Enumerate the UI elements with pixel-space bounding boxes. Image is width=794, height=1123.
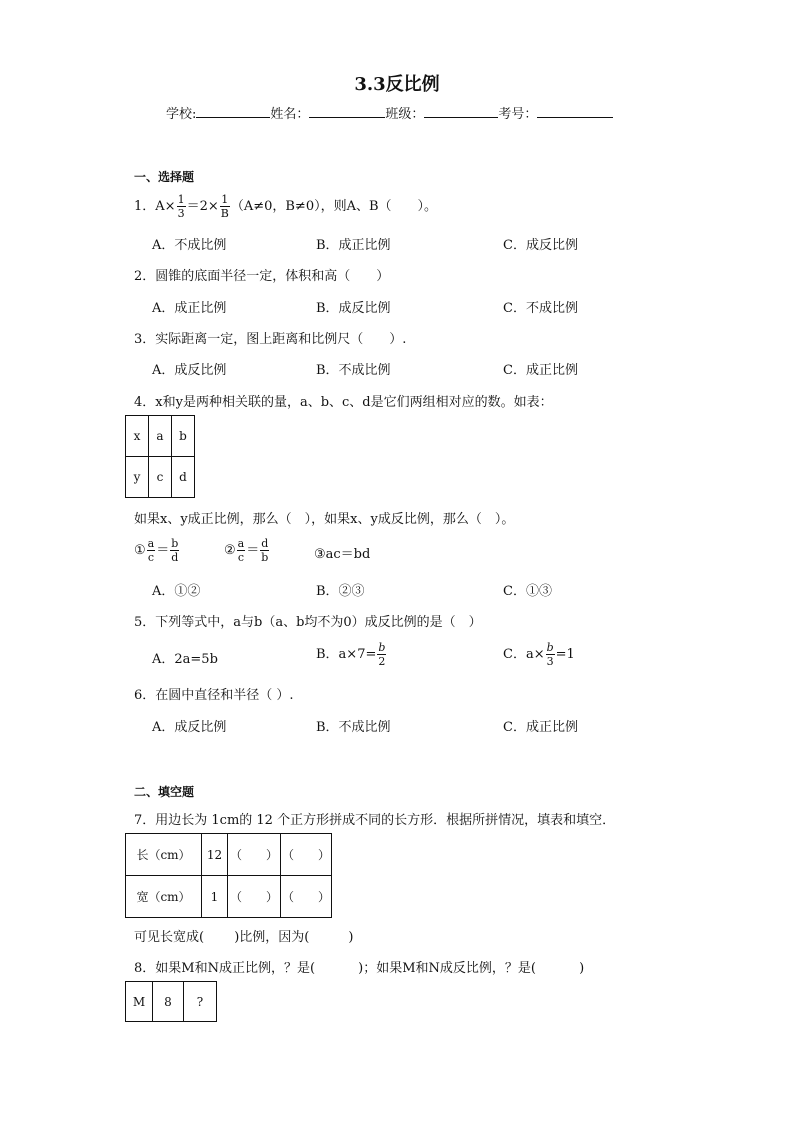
q5-c-fraction: $\frac{b}{3}$ [546, 641, 554, 668]
q8-table [125, 981, 217, 1022]
q4-option-3: ③ac＝bd [314, 547, 371, 562]
school-label: 学校: [166, 107, 197, 122]
number-blank[interactable] [537, 105, 613, 118]
q4-option-1 [134, 536, 180, 566]
q3-option-b[interactable]: B．不成比例 [316, 363, 391, 378]
table-cell-blank[interactable]: （ ） [228, 834, 281, 876]
q4-o1-fraction-1: $\frac{a}{c}$ [147, 537, 155, 564]
section-choice-heading: 一、选择题 [134, 170, 195, 184]
q6-option-b[interactable]: B．不成比例 [316, 720, 391, 735]
q1-fraction-1: $\frac{1}{3}$ [177, 193, 185, 220]
table-cell: 8 [153, 982, 184, 1022]
name-label: 姓名： [270, 107, 310, 122]
table-row [126, 982, 217, 1022]
table-cell: 宽（cm） [126, 876, 202, 918]
q2-option-c[interactable]: C．不成比例 [503, 301, 578, 316]
q6-option-a[interactable]: A．成反比例 [152, 720, 227, 735]
q4-ask: 如果x、y成正比例，那么（ ），如果x、y成反比例，那么（ ）。 [134, 512, 515, 527]
question-3: 3．实际距离一定，图上距离和比例尺（ ）. [134, 332, 407, 347]
q4-o2-fraction-1: $\frac{a}{c}$ [237, 537, 245, 564]
q5-option-a[interactable]: A．2a=5b [152, 652, 218, 667]
page-title: 3.3反比例 [354, 74, 440, 95]
q1-mid: ＝2× [186, 199, 219, 214]
table-cell-blank[interactable]: （ ） [281, 834, 332, 876]
q4-option-b[interactable]: B．②③ [316, 584, 365, 599]
section-fill-heading: 二、填空题 [134, 785, 195, 799]
table-row [126, 416, 195, 457]
school-blank[interactable] [196, 105, 270, 118]
q2-option-b[interactable]: B．成反比例 [316, 301, 391, 316]
table-cell: ? [184, 982, 217, 1022]
q4-option-a[interactable]: A．①② [152, 584, 201, 599]
q1-option-c[interactable]: C．成反比例 [503, 238, 578, 253]
q4-o2-eq: ＝ [246, 543, 260, 558]
q6-option-c[interactable]: C．成正比例 [503, 720, 578, 735]
q3-option-c[interactable]: C．成正比例 [503, 363, 578, 378]
table-row [126, 834, 332, 876]
q5-option-c[interactable] [503, 638, 575, 672]
q4-option-c[interactable]: C．①③ [503, 584, 552, 599]
q4-o1-fraction-2: $\frac{b}{d}$ [171, 537, 179, 564]
q7-table [125, 833, 332, 918]
table-cell: M [126, 982, 153, 1022]
question-1 [134, 190, 437, 224]
question-8: 8．如果M和N成正比例，？是( )；如果M和N成反比例，？是( ) [134, 961, 585, 976]
question-4: 4．x和y是两种相关联的量，a、b、c、d是它们两组相对应的数。如表： [134, 395, 553, 410]
q4-o1-label: ① [134, 543, 146, 558]
q4-o2-label: ② [224, 543, 236, 558]
q5-c-prefix: C．a× [503, 647, 545, 662]
table-cell: y [126, 457, 149, 498]
table-cell: b [172, 416, 195, 457]
student-info-line [166, 103, 613, 122]
table-cell: d [172, 457, 195, 498]
question-5: 5．下列等式中，a与b（a、b均不为0）成反比例的是（ ） [134, 615, 482, 630]
table-cell-blank[interactable]: （ ） [228, 876, 281, 918]
q5-b-prefix: B．a×7= [316, 647, 377, 662]
table-cell: c [149, 457, 172, 498]
q3-option-a[interactable]: A．成反比例 [152, 363, 227, 378]
q5-b-fraction: $\frac{b}{2}$ [378, 641, 386, 668]
q5-option-b[interactable] [316, 638, 387, 672]
q1-prefix: 1．A× [134, 199, 176, 214]
q4-o2-fraction-2: $\frac{d}{b}$ [261, 537, 269, 564]
q7-follow: 可见长宽成( )比例，因为( ) [134, 930, 354, 945]
q1-suffix: （A≠0，B≠0），则A、B（ ）。 [230, 199, 438, 214]
question-6: 6．在圆中直径和半径（ ）. [134, 688, 294, 703]
table-cell: 1 [202, 876, 228, 918]
q1-option-a[interactable]: A．不成比例 [152, 238, 227, 253]
class-blank[interactable] [424, 105, 498, 118]
table-cell: 12 [202, 834, 228, 876]
q2-option-a[interactable]: A．成正比例 [152, 301, 227, 316]
q1-option-b[interactable]: B．成正比例 [316, 238, 391, 253]
table-cell: 长（cm） [126, 834, 202, 876]
number-label: 考号： [498, 107, 538, 122]
table-cell-blank[interactable]: （ ） [281, 876, 332, 918]
table-cell: x [126, 416, 149, 457]
class-label: 班级： [385, 107, 425, 122]
question-2: 2．圆锥的底面半径一定，体积和高（ ） [134, 269, 390, 284]
table-row [126, 876, 332, 918]
name-blank[interactable] [309, 105, 385, 118]
table-row [126, 457, 195, 498]
table-cell: a [149, 416, 172, 457]
q5-c-suffix: =1 [555, 647, 575, 662]
q4-option-2 [224, 536, 270, 566]
q4-table [125, 415, 195, 498]
q1-fraction-2: $\frac{1}{B}$ [220, 193, 229, 220]
q4-o1-eq: ＝ [156, 543, 170, 558]
question-7: 7．用边长为 1cm的 12 个正方形拼成不同的长方形．根据所拼情况，填表和填空． [134, 813, 616, 828]
